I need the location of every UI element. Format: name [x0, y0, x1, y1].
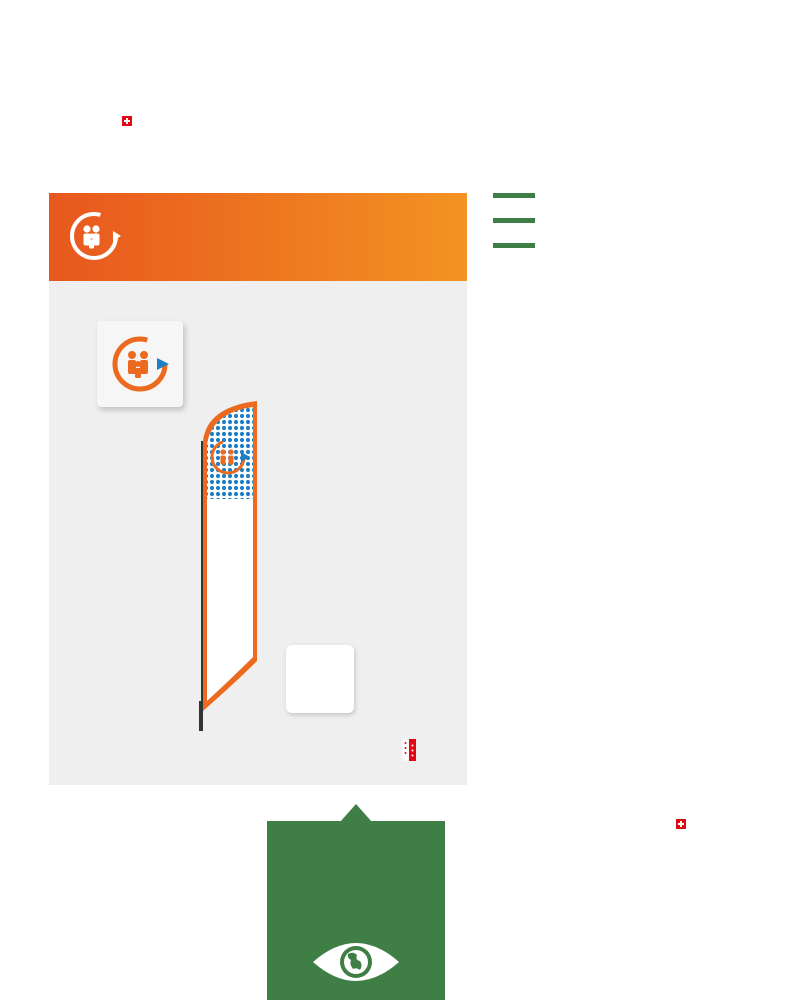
paragraph-2 — [493, 218, 755, 223]
paragraph-accent-bar — [493, 218, 535, 223]
article-text — [493, 193, 755, 258]
meeting-point-icon — [67, 209, 121, 263]
meeting-point-card-icon — [97, 321, 183, 407]
poster-pictogram-card — [97, 321, 183, 407]
paragraph-accent-bar — [493, 193, 535, 198]
beach-flag-illustration — [197, 401, 267, 731]
eye-globe-icon — [311, 934, 401, 989]
crans-montana-logo-bottom — [604, 817, 752, 829]
paragraph-3 — [493, 243, 755, 248]
sdg-wheel-icon — [320, 122, 360, 162]
swiss-cross-icon — [676, 819, 686, 829]
poster-header — [49, 193, 467, 281]
paragraph-accent-bar — [493, 243, 535, 248]
canton-valais-logo — [389, 739, 429, 773]
emergency-poster — [49, 193, 467, 785]
paragraph-1 — [493, 193, 755, 198]
valais-flag-icon — [402, 739, 416, 761]
logo-brand — [52, 116, 196, 126]
sdg-tile-13 — [267, 821, 445, 1000]
swiss-cross-icon — [122, 116, 132, 126]
qr-code-icon — [296, 655, 344, 703]
sdg13-pointer — [340, 804, 372, 822]
sdg-top-strip — [0, 0, 800, 89]
qr-code[interactable] — [286, 645, 354, 713]
sdg-title — [312, 118, 366, 166]
crans-montana-logo-top — [52, 114, 196, 126]
logo-brand — [604, 819, 752, 829]
